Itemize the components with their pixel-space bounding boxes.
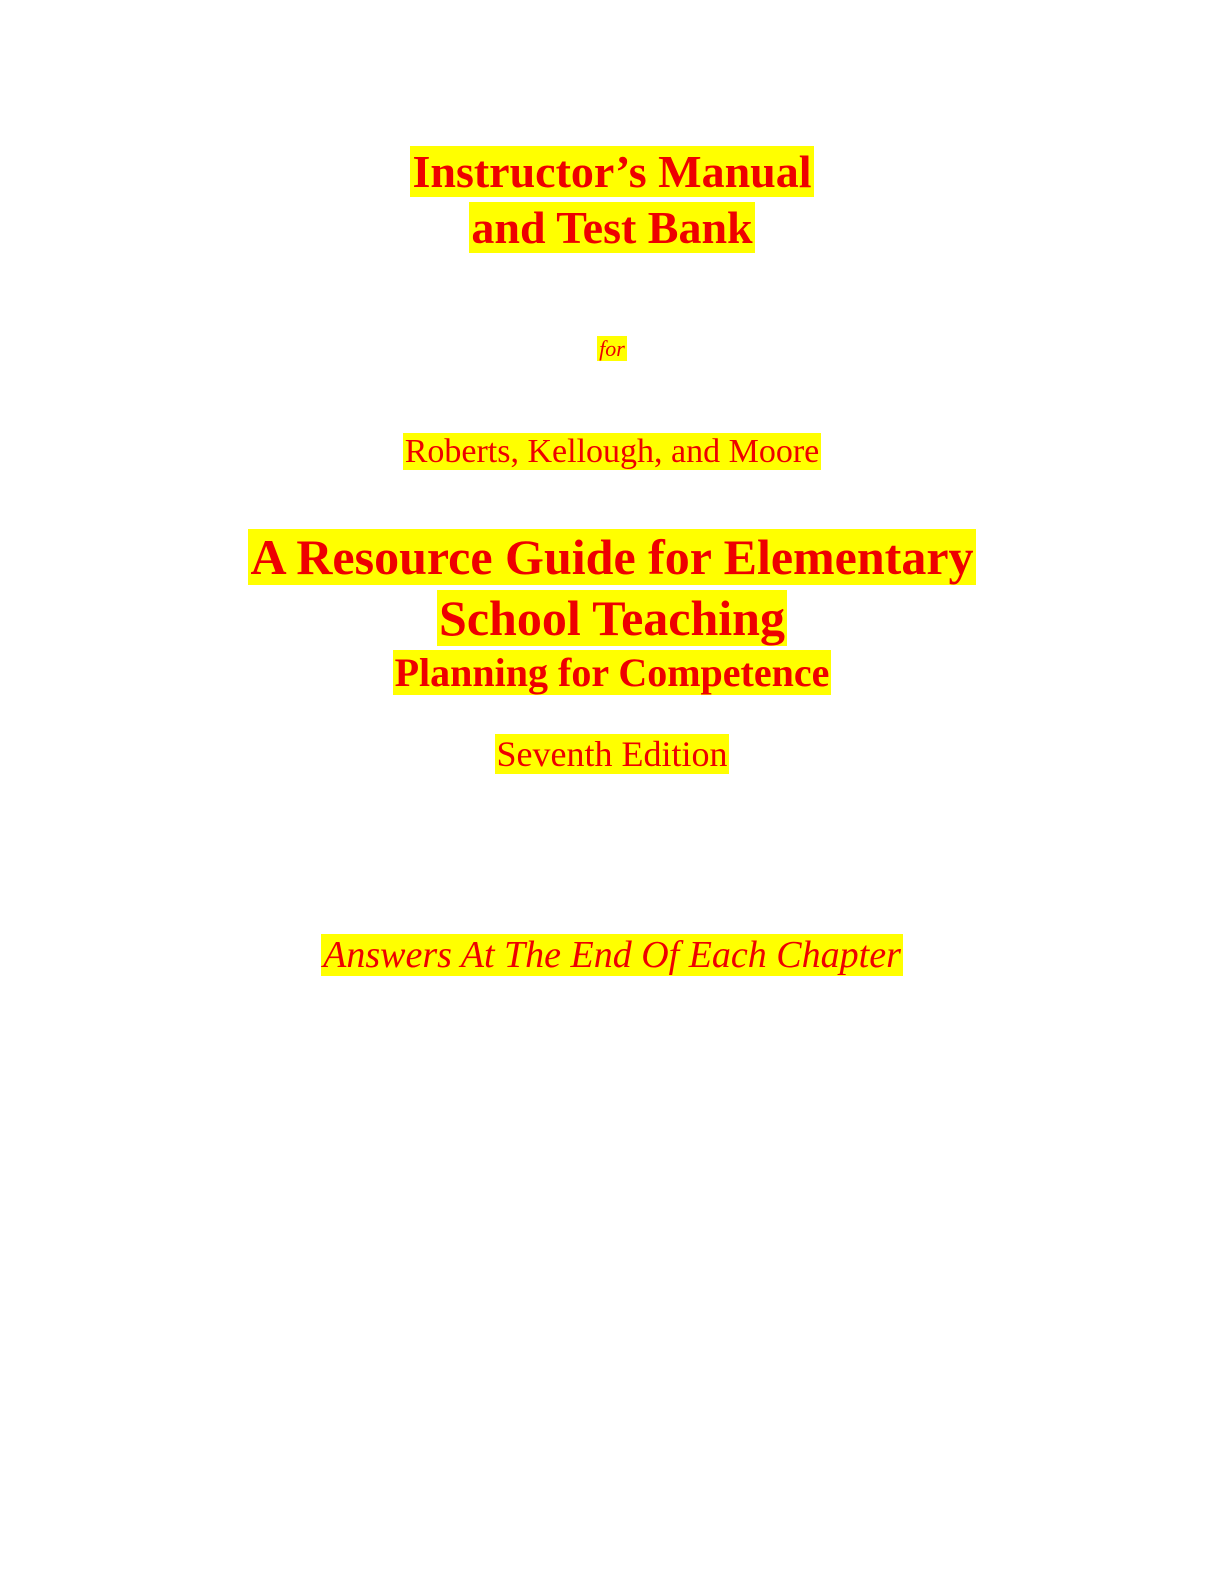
manual-title-line-2 [0, 198, 1224, 258]
edition-line [0, 730, 1224, 778]
for-label: for [599, 336, 625, 361]
authors-line [0, 428, 1224, 476]
book-title-line-2 [0, 586, 1224, 650]
authors-text: Roberts, Kellough, and Moore [404, 433, 820, 470]
edition-text: Seventh Edition [496, 734, 728, 774]
for-line [0, 332, 1224, 366]
book-title-text-2: School Teaching [439, 590, 785, 646]
manual-title-text-2: and Test Bank [471, 202, 753, 253]
answers-note-text: Answers At The End Of Each Chapter [323, 934, 901, 976]
manual-title-line-1 [0, 142, 1224, 202]
book-title-text-1: A Resource Guide for Elementary [250, 529, 974, 585]
answers-note-line [0, 930, 1224, 980]
book-subtitle-text: Planning for Competence [394, 650, 830, 695]
manual-title-text-1: Instructor’s Manual [412, 146, 812, 197]
book-subtitle-line [0, 648, 1224, 698]
book-title-line-1 [0, 525, 1224, 589]
